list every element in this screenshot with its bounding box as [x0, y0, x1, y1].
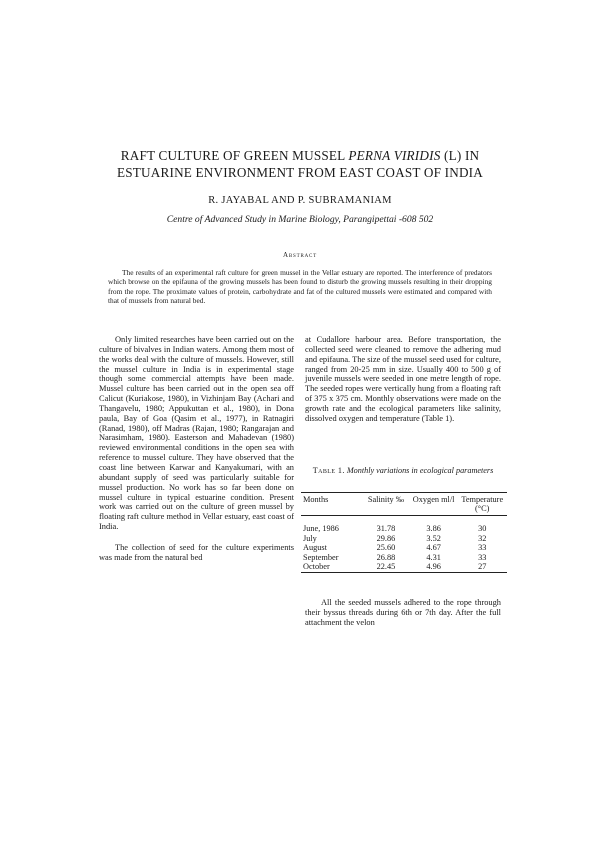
methods-paragraph: at Cudallore harbour area. Before transportation, the collected seed were cleaned to remove the adhering mud and epifauna. The size of the mussel seed used for culture, ranged from 20-25 mm in size. Usually 400 to 500 g of juvenile mussels were seeded in one metre length of rope. The seeded ropes were vertically hung from a floating raft of 375 x 375 cm. Monthly observations were made on the growth rate and the ecological parameters like salinity, dissolved oxygen and temperature (Table 1). — [305, 335, 501, 423]
cell-temperature: 30 — [478, 524, 487, 533]
table-label: Table 1. — [312, 466, 345, 475]
cell-salinity: 29.86 — [376, 533, 396, 543]
authors: R. JAYABAL AND P. SUBRAMANIAM — [208, 195, 392, 206]
cell-oxygen: 3.52 — [426, 533, 441, 543]
cell-temperature: 33 — [478, 543, 487, 553]
cell-temperature: 33 — [478, 552, 487, 562]
header-temperature: Temperature (°C) — [461, 495, 504, 513]
intro-paragraph: Only limited researches have been carried out on the culture of bivalves in Indian waters. Among them most of the works deal with the culture of mussels. However, still the mussel culture in India is in experimental stage though some commercial attempts have been made. Mussel culture has been carried out in the open sea off Calicut (Kuriakose, 1980), in Vizhinjam Bay (Achari and Thangavelu, 1980; Appukuttan et al., 1980), in Dona paula, Bay of Goa (Qasim et al., 1977), in Ratnagiri (Ranad, 1980), off Madras (Rajan, 1980; Rangarajan and Narasimham, 1980). Easterson and Mahadevan (1980) reviewed environmental conditions in the open sea with reference to mussel culture. They have observed that the coast line between Karwar and Kanyakumari, with an abundant supply of seed was particularly suitable for mussel production. No work has so far been done on mussel culture in typical estuarine condition. Present work was carried out on the culture of green mussel by floating raft culture method in Vellar estuary, east coast of India. — [99, 335, 294, 532]
cell-salinity: 25.60 — [376, 543, 396, 553]
cell-salinity: 26.88 — [376, 552, 396, 562]
species-name: PERNA VIRIDIS — [348, 148, 441, 163]
cell-temperature: 27 — [478, 562, 487, 572]
table-header-row — [301, 493, 507, 516]
header-months: Months — [303, 495, 329, 504]
cell-oxygen: 3.86 — [426, 524, 441, 533]
cell-temperature: 32 — [478, 533, 487, 543]
header-salinity: Salinity ‰ — [367, 495, 405, 504]
cell-salinity: 22.45 — [376, 562, 396, 572]
affiliation: Centre of Advanced Study in Marine Biology, Parangipettai -608 502 — [166, 214, 434, 225]
cell-month: August — [303, 543, 327, 553]
cell-month: June, 1986 — [303, 524, 339, 533]
cell-oxygen: 4.31 — [426, 552, 441, 562]
abstract-text: The results of an experimental raft culture for green mussel in the Vellar estuary are reported. The interference of predators which browse on the epifauna of the growing mussels has been found to disturb the growing mussels resulting in their dropping from the rope. The proximate values of protein, carbohydrate and fat of the cultured mussels were estimated and compared with that of mussels from natural bed. — [108, 268, 492, 306]
cell-oxygen: 4.96 — [426, 562, 441, 572]
header-oxygen: Oxygen ml/l — [412, 495, 455, 504]
title-suffix: (L) IN — [440, 148, 480, 163]
table-row — [301, 516, 507, 534]
right-column — [305, 335, 501, 424]
ecological-parameters-table — [301, 492, 507, 573]
paper-title-line-2: ESTUARINE ENVIRONMENT FROM EAST COAST OF INDIA — [116, 165, 483, 180]
abstract-heading: Abstract — [283, 251, 317, 259]
left-column — [99, 335, 294, 563]
cell-month: September — [303, 552, 339, 562]
cell-oxygen: 4.67 — [426, 543, 441, 553]
table-caption-text: Monthly variations in ecological parameters — [346, 466, 494, 475]
results-text: All the seeded mussels adhered to the rope through their byssus threads during 6th or 7th day. After the full attachment the velon — [305, 598, 501, 627]
results-paragraph — [305, 598, 501, 628]
table-row — [301, 562, 507, 572]
cell-month: October — [303, 562, 330, 572]
paper-title-line-1 — [60, 148, 540, 164]
table-row — [301, 534, 507, 544]
cell-month: July — [303, 533, 317, 543]
cell-salinity: 31.78 — [376, 524, 396, 533]
table-row — [301, 553, 507, 563]
table-caption — [305, 466, 501, 476]
title-prefix: RAFT CULTURE OF GREEN MUSSEL — [120, 148, 349, 163]
seed-collection-paragraph: The collection of seed for the culture experiments was made from the natural bed — [99, 542, 294, 562]
table-row — [301, 543, 507, 553]
